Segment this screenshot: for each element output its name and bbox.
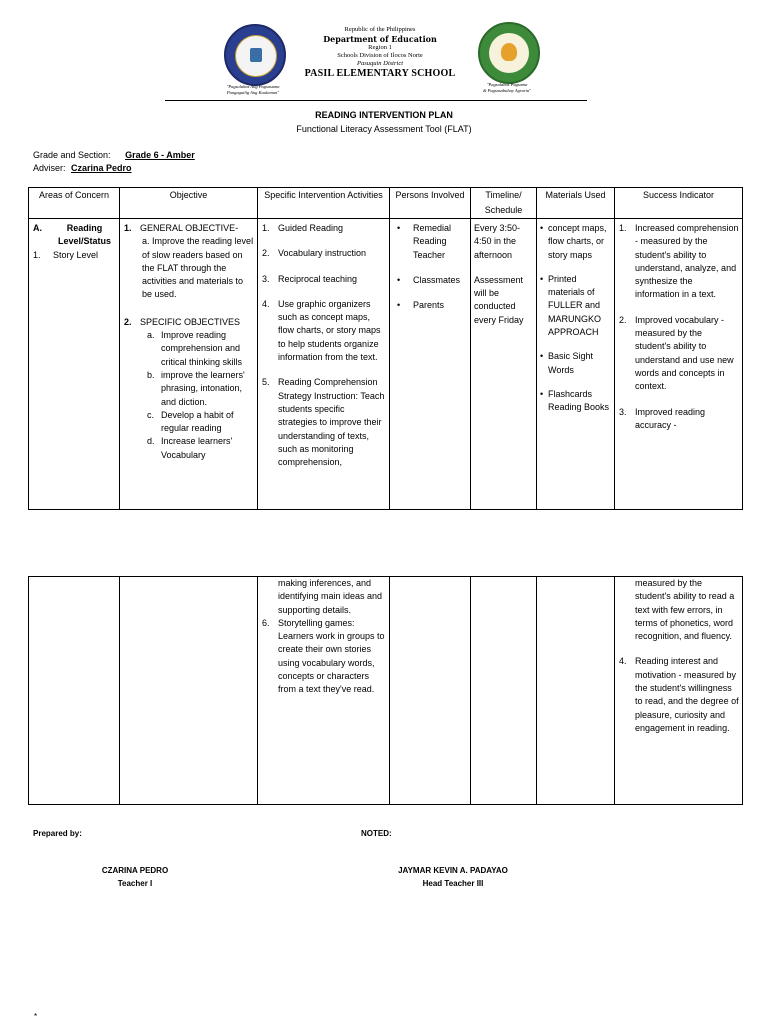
col-header-persons: Persons Involved bbox=[390, 188, 471, 219]
header-divider bbox=[165, 100, 587, 101]
noted-by-name: JAYMAR KEVIN A. PADAYAO bbox=[398, 866, 508, 875]
division-line: Schools Division of Ilocos Norte bbox=[337, 52, 423, 59]
table-row bbox=[29, 219, 743, 510]
persons-cell bbox=[390, 219, 471, 510]
grade-label: Grade and Section: bbox=[33, 150, 111, 160]
adviser-label: Adviser: bbox=[33, 163, 66, 173]
indicator-cell bbox=[615, 219, 743, 510]
list-item: 5. Reading Comprehension Strategy Instruction: Teach students specific strategies to improve their understanding of texts, such as monitoring comprehension, bbox=[262, 377, 385, 468]
col-header-objective: Objective bbox=[120, 188, 258, 219]
adviser-value: Czarina Pedro bbox=[71, 163, 132, 173]
col-header-activities: Specific Intervention Activities bbox=[258, 188, 390, 219]
list-item: 2. Vocabulary instruction bbox=[262, 248, 367, 259]
noted-by-title: Head Teacher III bbox=[422, 879, 484, 888]
noted-label: NOTED: bbox=[361, 829, 392, 838]
list-item: 1. Guided Reading bbox=[262, 223, 344, 233]
list-item: 6. Storytelling games: Learners work in groups to create their own stories using vocabulary words, concepts or characters from a text they've read. bbox=[262, 617, 385, 695]
list-item: d. Increase learners' Vocabulary bbox=[147, 436, 233, 460]
region-line: Region 1 bbox=[368, 44, 392, 51]
letterhead bbox=[260, 26, 500, 80]
activities-cell-continued: making inferences, and identifying main ideas and supporting details. 6. Storytelling games: Learners work in groups to create their own stories using vocabulary words, concepts or characters from a text they've read. bbox=[258, 577, 390, 805]
right-motto: "Pagsulabas Pagsama & Pagsasabuhay Agraria" bbox=[482, 82, 532, 93]
list-item: 3. Reciprocal teaching bbox=[262, 273, 358, 284]
document-subtitle: Functional Literacy Assessment Tool (FLAT) bbox=[296, 124, 472, 134]
left-motto: "Pagsulabas Ang Pagsasama Pangagailig Ang Kaalaman" bbox=[226, 84, 280, 95]
col-header-materials: Materials Used bbox=[537, 188, 615, 219]
list-item: a. Improve reading comprehension and critical thinking skills bbox=[147, 330, 243, 367]
school-name: PASIL ELEMENTARY SCHOOL bbox=[304, 68, 456, 79]
prepared-by-name: CZARINA PEDRO bbox=[101, 866, 169, 875]
list-item: 2. Improved vocabulary - measured by the student's ability to understand and use new words and concepts in context. bbox=[619, 314, 734, 392]
list-item: • Classmates bbox=[397, 274, 461, 285]
prepared-by-title: Teacher I bbox=[117, 879, 153, 888]
col-header-indicator: Success Indicator bbox=[615, 188, 743, 219]
list-item: • concept maps, flow charts, or story maps bbox=[540, 223, 607, 260]
district-line: Pasuquin District bbox=[356, 60, 404, 67]
table-row bbox=[29, 577, 743, 805]
list-item: 1. Increased comprehension - measured by the student's ability to understand, analyze, and synthesize the information in a text. bbox=[619, 223, 739, 300]
table-header-row bbox=[29, 188, 743, 219]
grade-section-line bbox=[33, 150, 195, 160]
col-header-areas: Areas of Concern bbox=[29, 188, 120, 219]
list-item: • Basic Sight Words bbox=[540, 351, 594, 375]
areas-cell: A. Reading Level/Status 1. Story Level bbox=[29, 219, 120, 510]
list-item: 3. Improved reading accuracy - bbox=[619, 406, 706, 430]
list-item: b. improve the learners' phrasing, intonation, and diction. bbox=[147, 369, 245, 407]
indicator-cell-continued: measured by the student's ability to read a text with few errors, in terms of phonetics, word recognition, and fluency. 4. Reading interest and motivation - measured by the student's willingness to read, and the degree of pleasure, curiosity and engagement in reading. bbox=[615, 577, 743, 805]
footer-mark: * bbox=[34, 1012, 38, 1021]
activities-cell bbox=[258, 219, 390, 510]
materials-cell bbox=[537, 219, 615, 510]
col-header-timeline: Timeline/ Schedule bbox=[471, 188, 537, 219]
document-title: READING INTERVENTION PLAN bbox=[315, 110, 453, 120]
list-item: c. Develop a habit of regular reading bbox=[147, 409, 234, 434]
list-item: 4. Use graphic organizers such as concept maps, flow charts, or story maps to help students organize information from the text. bbox=[262, 298, 381, 363]
list-item: • Remedial Reading Teacher bbox=[397, 223, 452, 260]
intervention-plan-table bbox=[28, 187, 743, 510]
list-item: • Parents bbox=[397, 300, 445, 311]
adviser-line bbox=[33, 163, 132, 173]
department-line: Department of Education bbox=[323, 34, 437, 44]
republic-line: Republic of the Philippines bbox=[344, 26, 416, 33]
intervention-plan-table-continued bbox=[28, 576, 743, 805]
list-item: • Printed materials of FULLER and MARUNGKO APPROACH bbox=[540, 273, 602, 338]
timeline-cell: Every 3:50-4:50 in the afternoon Assessment will be conducted every Friday bbox=[471, 219, 537, 510]
prepared-by-label: Prepared by: bbox=[33, 829, 82, 838]
objective-cell: 1. GENERAL OBJECTIVE- a. Improve the reading level of slow readers based on the FLAT through the activities and materials to be used. 2. SPECIFIC OBJECTIVES a. Improve reading comprehension and critical thinking skills b. improve the learners' phrasing, intonation, and diction. c. Develop a habit of regular reading d. Increase learners' Vocabulary bbox=[120, 219, 258, 510]
grade-value: Grade 6 - Amber bbox=[125, 150, 195, 160]
list-item: 4. Reading interest and motivation - measured by the student's willingness to read, and the degree of pleasure, curiosity and engagement in reading. bbox=[619, 656, 739, 733]
list-item: • Flashcards Reading Books bbox=[540, 388, 610, 413]
